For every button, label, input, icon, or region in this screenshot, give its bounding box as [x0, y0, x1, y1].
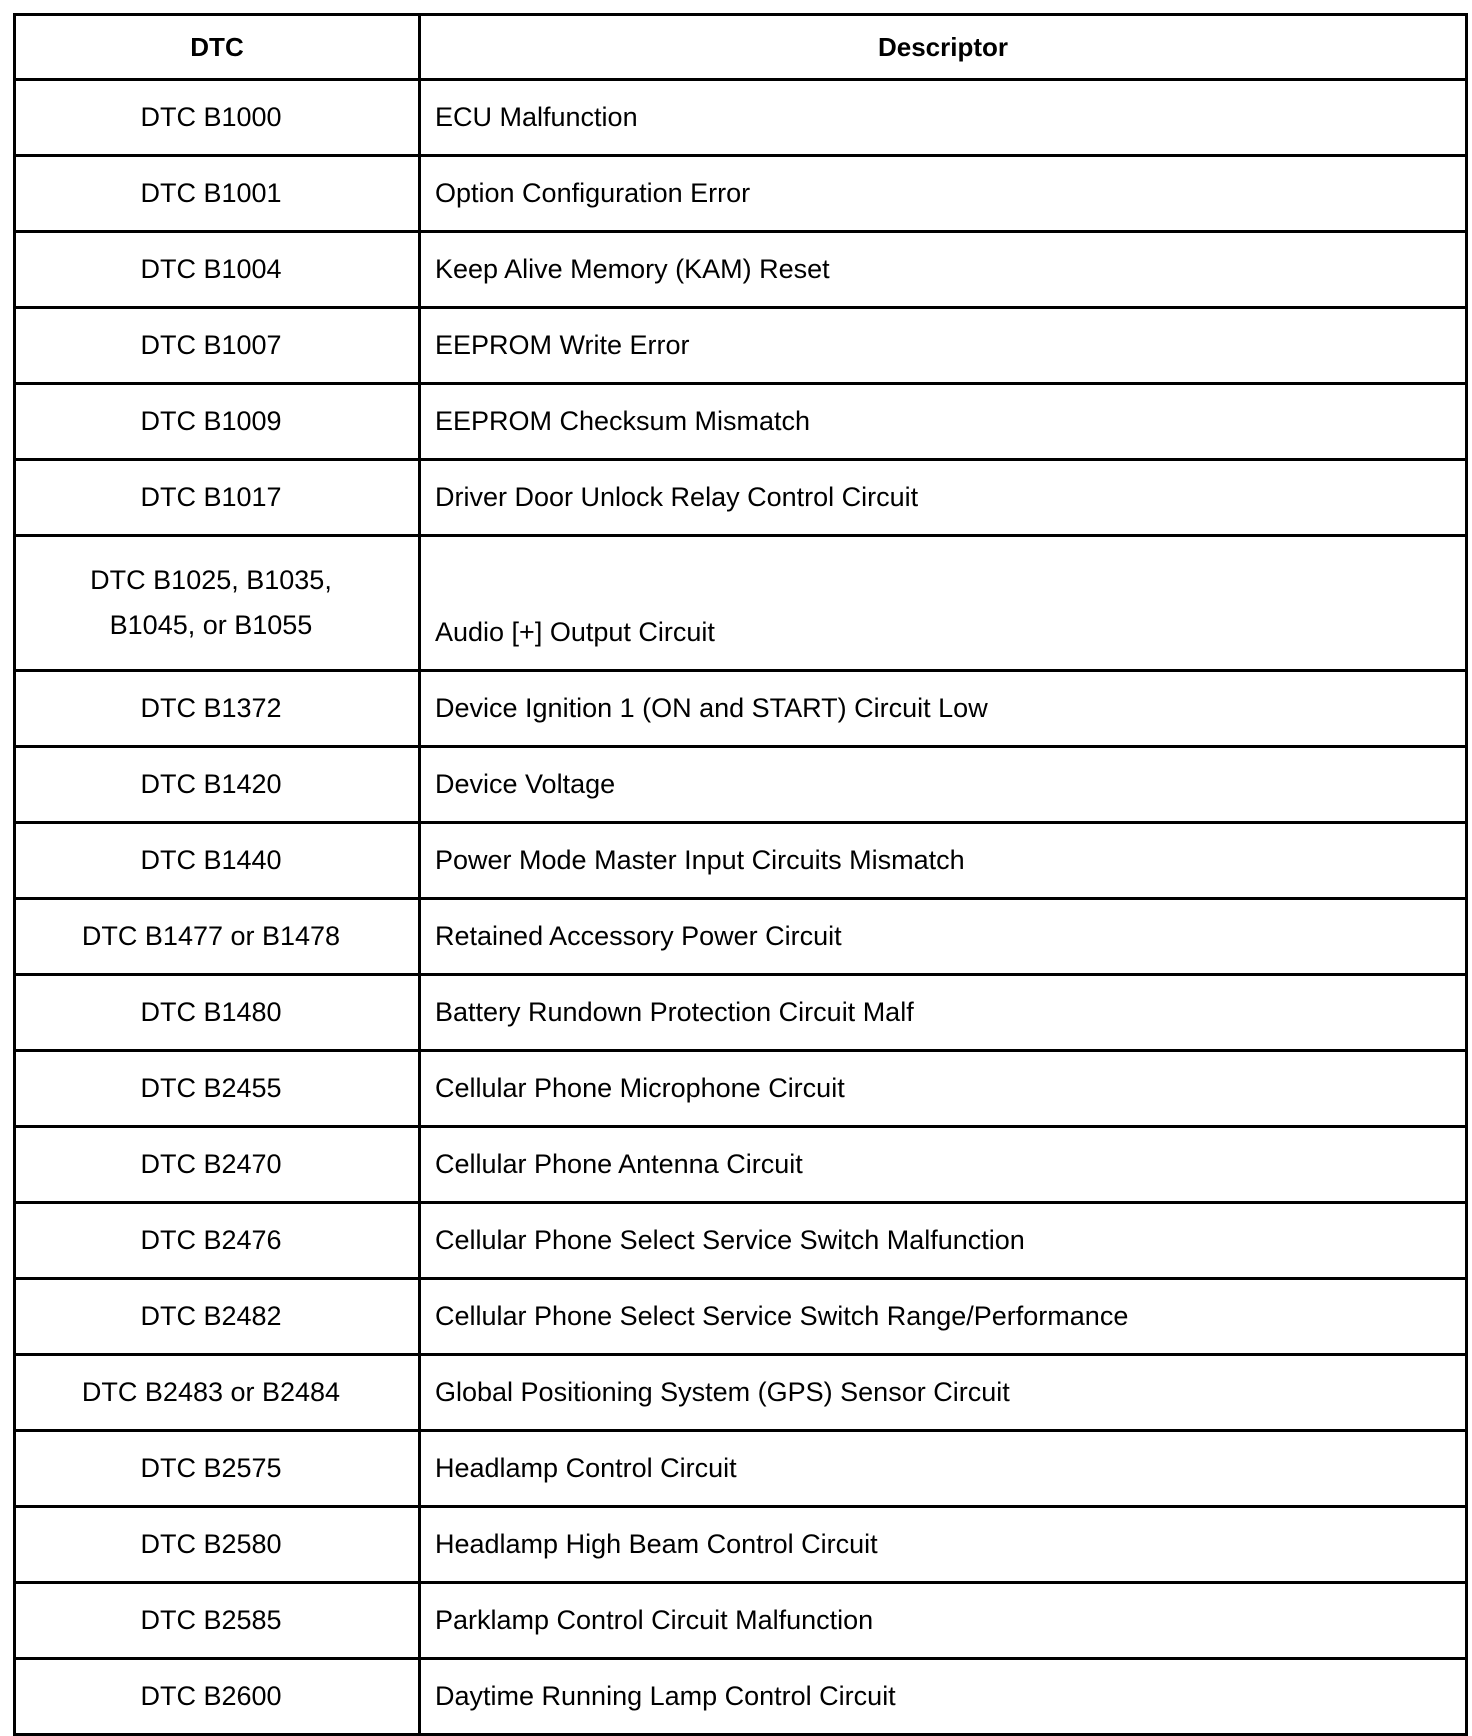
header-dtc: DTC [15, 15, 420, 80]
table-row [15, 384, 1467, 460]
dtc-descriptor: EEPROM Write Error [420, 308, 1467, 384]
dtc-descriptor: Cellular Phone Select Service Switch Range/Performance [420, 1279, 1467, 1355]
dtc-descriptor: Global Positioning System (GPS) Sensor Circuit [420, 1355, 1467, 1431]
dtc-code: DTC B1477 or B1478 [15, 899, 420, 975]
dtc-descriptor: Option Configuration Error [420, 156, 1467, 232]
dtc-descriptor: Retained Accessory Power Circuit [420, 899, 1467, 975]
table-row [15, 156, 1467, 232]
table-row [15, 1127, 1467, 1203]
table-row [15, 1051, 1467, 1127]
table-header-row [15, 15, 1467, 80]
table-row [15, 975, 1467, 1051]
dtc-code: DTC B1004 [15, 232, 420, 308]
dtc-descriptor: ECU Malfunction [420, 80, 1467, 156]
dtc-code: DTC B2483 or B2484 [15, 1355, 420, 1431]
table-row [15, 1279, 1467, 1355]
table-row [15, 1431, 1467, 1507]
dtc-code: DTC B1372 [15, 671, 420, 747]
dtc-code: DTC B2482 [15, 1279, 420, 1355]
table-row [15, 671, 1467, 747]
dtc-code: DTC B1420 [15, 747, 420, 823]
dtc-descriptor: Cellular Phone Select Service Switch Malfunction [420, 1203, 1467, 1279]
dtc-code: DTC B2470 [15, 1127, 420, 1203]
dtc-code: DTC B2580 [15, 1507, 420, 1583]
dtc-descriptor: Device Voltage [420, 747, 1467, 823]
dtc-descriptor: Cellular Phone Microphone Circuit [420, 1051, 1467, 1127]
dtc-code: DTC B1017 [15, 460, 420, 536]
header-descriptor: Descriptor [420, 15, 1467, 80]
dtc-descriptor: Cellular Phone Antenna Circuit [420, 1127, 1467, 1203]
dtc-descriptor: Power Mode Master Input Circuits Mismatch [420, 823, 1467, 899]
dtc-descriptor: Parklamp Control Circuit Malfunction [420, 1583, 1467, 1659]
dtc-code: DTC B1440 [15, 823, 420, 899]
dtc-descriptor: EEPROM Checksum Mismatch [420, 384, 1467, 460]
dtc-descriptor: Audio [+] Output Circuit [420, 536, 1467, 671]
table-row [15, 460, 1467, 536]
table-row [15, 536, 1467, 671]
table-row [15, 899, 1467, 975]
table-row [15, 1583, 1467, 1659]
dtc-code: DTC B1480 [15, 975, 420, 1051]
dtc-code: DTC B1009 [15, 384, 420, 460]
dtc-code: DTC B2476 [15, 1203, 420, 1279]
dtc-code: DTC B2575 [15, 1431, 420, 1507]
dtc-code-line: DTC B1025, B1035, [90, 565, 332, 595]
table-row [15, 1203, 1467, 1279]
dtc-code: DTC B2455 [15, 1051, 420, 1127]
dtc-descriptor: Daytime Running Lamp Control Circuit [420, 1659, 1467, 1735]
table-row [15, 1507, 1467, 1583]
dtc-descriptor: Headlamp Control Circuit [420, 1431, 1467, 1507]
dtc-code-multi [15, 536, 420, 671]
dtc-descriptor: Headlamp High Beam Control Circuit [420, 1507, 1467, 1583]
table-row [15, 232, 1467, 308]
table-row [15, 823, 1467, 899]
dtc-descriptor: Battery Rundown Protection Circuit Malf [420, 975, 1467, 1051]
dtc-code-line: B1045, or B1055 [109, 610, 313, 640]
dtc-descriptor: Device Ignition 1 (ON and START) Circuit Low [420, 671, 1467, 747]
dtc-code: DTC B2600 [15, 1659, 420, 1735]
table-row [15, 1659, 1467, 1735]
table-row [15, 80, 1467, 156]
dtc-code: DTC B1001 [15, 156, 420, 232]
dtc-code: DTC B1007 [15, 308, 420, 384]
table-row [15, 308, 1467, 384]
dtc-descriptor: Keep Alive Memory (KAM) Reset [420, 232, 1467, 308]
table-row [15, 747, 1467, 823]
dtc-table [13, 13, 1468, 1736]
dtc-code: DTC B1000 [15, 80, 420, 156]
dtc-code: DTC B2585 [15, 1583, 420, 1659]
table-row [15, 1355, 1467, 1431]
dtc-descriptor: Driver Door Unlock Relay Control Circuit [420, 460, 1467, 536]
